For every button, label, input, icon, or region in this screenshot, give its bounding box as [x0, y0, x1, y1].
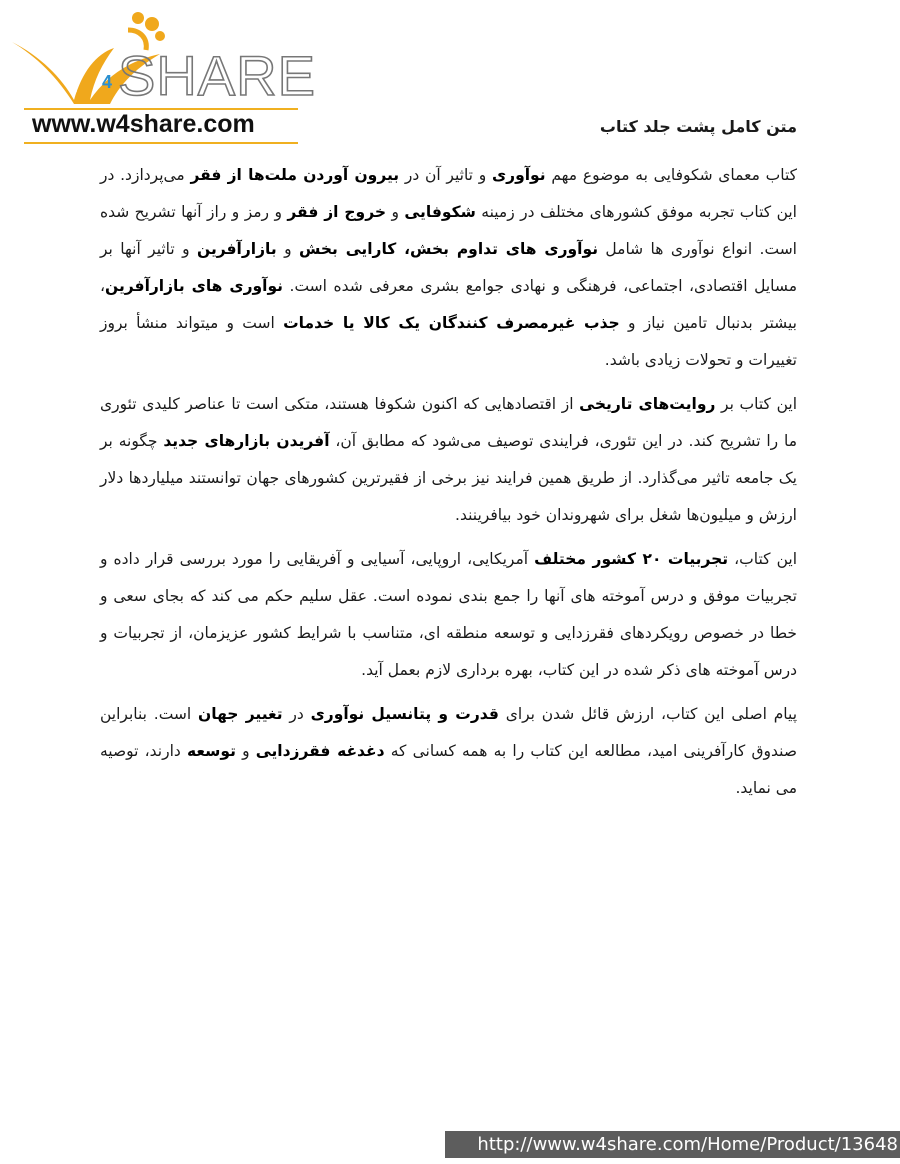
text-run: و رمز و راز آنها تشریح شده است. انواع نوآوری ها شامل: [100, 203, 797, 258]
text-run: است و میتواند منشأ بروز تغییرات و تحولات زیادی باشد.: [100, 314, 797, 369]
paragraph: [100, 696, 797, 807]
bold-phrase: روایت‌های تاریخی: [579, 395, 716, 413]
text-run: ، بیشتر بدنبال تامین نیاز و: [100, 277, 797, 332]
text-run: و تاثیر آنها بر مسایل اقتصادی، اجتماعی، فرهنگی و نهادی جوامع بشری معرفی شده است.: [100, 240, 797, 295]
text-run: و: [276, 240, 299, 258]
bold-phrase: بازارآفرین: [197, 240, 277, 258]
text-run: این کتاب بر: [715, 395, 797, 413]
text-run: است. بنابراین صندوق کارآفرینی امید، مطالعه این کتاب را به همه کسانی که: [100, 705, 797, 760]
bold-phrase: شکوفایی: [404, 203, 476, 221]
bold-phrase: جذب غیرمصرف کنندگان یک کالا یا خدمات: [283, 314, 620, 332]
bold-phrase: قدرت و پتانسیل نوآوری: [310, 705, 499, 723]
text-run: چگونه بر یک جامعه تاثیر می‌گذارد. از طریق همین فرایند نیز برخی از فقیرترین کشورهای جهان توانستند میلیاردها دلار ارزش و میلیون‌ها شغل برای شهروندان خود بیافرینند.: [100, 432, 797, 524]
text-run: از اقتصادهایی که اکنون شکوفا هستند، متکی است تا عناصر کلیدی تئوری ما را تشریح کند. در این تئوری، فرایندی توصیف می‌شود که مطابق آن،: [100, 395, 798, 450]
logo-url[interactable]: www.w4share.com: [32, 110, 255, 138]
document-body: [100, 108, 797, 814]
bold-phrase: توسعه: [186, 742, 236, 760]
bold-phrase: خروج از فقر: [287, 203, 387, 221]
text-run: و: [386, 203, 405, 221]
footer-url-bar[interactable]: http://www.w4share.com/Home/Product/13648: [445, 1131, 900, 1158]
bold-phrase: آفریدن بازارهای جدید: [163, 432, 330, 450]
bold-phrase: تغییر جهان: [198, 705, 283, 723]
text-run: پیام اصلی این کتاب، ارزش قائل شدن برای: [498, 705, 798, 723]
bold-phrase: تجربیات ۲۰ کشور مختلف: [534, 550, 729, 568]
text-run: آمریکایی، اروپایی، آسیایی و آفریقایی را مورد بررسی قرار داده و تجربیات موفق و درس آموخته های آنها را جمع بندی نموده است. عقل سلیم حکم می کند که بجای سعی و خطا در خصوص رویکردهای فقرزدایی و توسعه منطقه ای، متناسب با شرایط کشور عزیزمان، از تجربیات و درس آموخته های ذکر شده در این کتاب، بهره برداری لازم بعمل آید.: [100, 550, 797, 679]
bold-phrase: نوآوری: [491, 166, 546, 184]
bold-phrase: نوآوری های بازارآفرین: [105, 277, 284, 295]
text-run: کتاب معمای شکوفایی به موضوع مهم: [545, 166, 798, 184]
logo-wordmark: SHARE: [118, 44, 316, 107]
paragraph: [100, 386, 797, 534]
text-run: دارند، توصیه می نماید.: [100, 742, 797, 797]
svg-text:4: 4: [102, 72, 113, 92]
paragraph: [100, 157, 797, 379]
text-run: در: [282, 705, 311, 723]
bold-phrase: بیرون آوردن ملت‌ها از فقر: [190, 166, 400, 184]
text-run: و تاثیر آن در: [399, 166, 492, 184]
text-run: و: [235, 742, 256, 760]
bold-phrase: نوآوری های تداوم بخش، کارایی بخش: [298, 240, 599, 258]
bold-phrase: دغدغه فقرزدایی: [255, 742, 385, 760]
paragraph: [100, 541, 797, 689]
paragraph-list: [100, 157, 797, 807]
text-run: این کتاب،: [728, 550, 798, 568]
document-title: متن کامل پشت جلد کتاب: [599, 117, 797, 136]
text-run: می‌پردازد. در این کتاب تجربه موفق کشورهای مختلف در زمینه: [100, 166, 797, 221]
